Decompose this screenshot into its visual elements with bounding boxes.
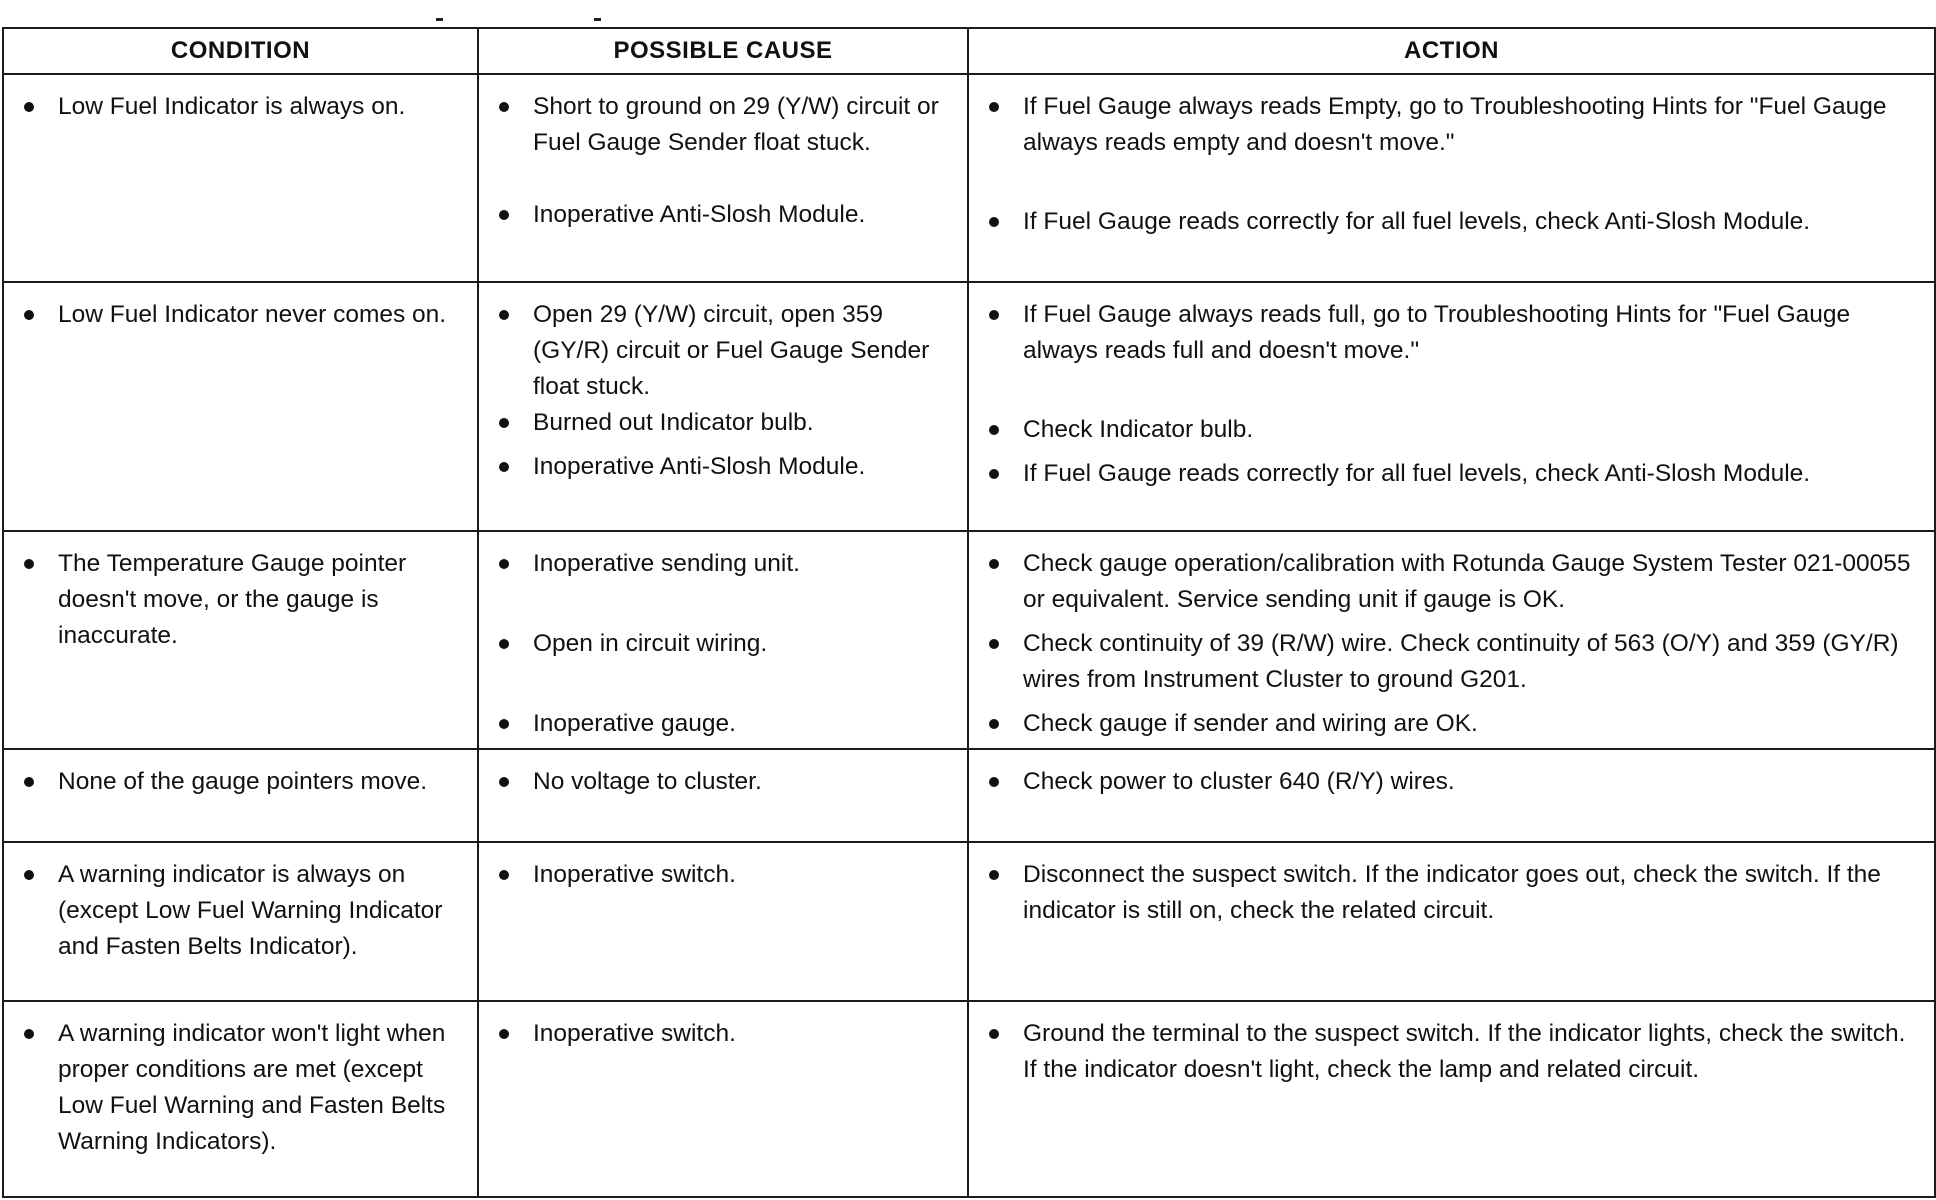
cause-item: Open in circuit wiring.: [493, 626, 957, 706]
action-item: Check gauge if sender and wiring are OK.: [983, 706, 1924, 742]
table-row: [3, 531, 1935, 749]
possible-cause-header: POSSIBLE CAUSE: [478, 28, 968, 74]
condition-item: A warning indicator is always on (except Low Fuel Warning Indicator and Fasten Belts Indicator).: [18, 857, 467, 965]
bullet-icon: [989, 777, 999, 787]
condition-cell: [3, 842, 478, 1001]
action-item: If Fuel Gauge always reads Empty, go to Troubleshooting Hints for "Fuel Gauge always reads empty and doesn't move.": [983, 89, 1924, 204]
action-header: ACTION: [968, 28, 1935, 74]
condition-header: CONDITION: [3, 28, 478, 74]
condition-cell: [3, 74, 478, 282]
bullet-icon: [24, 102, 34, 112]
bullet-icon: [499, 462, 509, 472]
cause-item: Burned out Indicator bulb.: [493, 405, 957, 449]
bullet-icon: [989, 559, 999, 569]
bullet-icon: [989, 102, 999, 112]
condition-item: Low Fuel Indicator never comes on.: [18, 297, 467, 333]
bullet-icon: [499, 870, 509, 880]
bullet-icon: [24, 870, 34, 880]
action-item: If Fuel Gauge reads correctly for all fuel levels, check Anti-Slosh Module.: [983, 204, 1924, 240]
header-row: [3, 28, 1935, 74]
cause-item: No voltage to cluster.: [493, 764, 957, 800]
action-item: If Fuel Gauge always reads full, go to Troubleshooting Hints for "Fuel Gauge always reads full and doesn't move.": [983, 297, 1924, 412]
condition-cell: [3, 531, 478, 749]
bullet-icon: [499, 102, 509, 112]
cause-cell: [478, 749, 968, 842]
condition-item: The Temperature Gauge pointer doesn't move, or the gauge is inaccurate.: [18, 546, 467, 654]
condition-cell: [3, 749, 478, 842]
cause-cell: [478, 74, 968, 282]
action-cell: [968, 282, 1935, 531]
cause-item: Inoperative gauge.: [493, 706, 957, 742]
action-item: Check continuity of 39 (R/W) wire. Check continuity of 563 (O/Y) and 359 (GY/R) wires from Instrument Cluster to ground G201.: [983, 626, 1924, 706]
action-item: Check Indicator bulb.: [983, 412, 1924, 456]
action-cell: [968, 842, 1935, 1001]
cause-item: Short to ground on 29 (Y/W) circuit or Fuel Gauge Sender float stuck.: [493, 89, 957, 197]
bullet-icon: [989, 217, 999, 227]
bullet-icon: [499, 418, 509, 428]
action-cell: [968, 74, 1935, 282]
bullet-icon: [989, 719, 999, 729]
bullet-icon: [499, 777, 509, 787]
cause-item: Inoperative sending unit.: [493, 546, 957, 626]
bullet-icon: [989, 425, 999, 435]
action-item: Check power to cluster 640 (R/Y) wires.: [983, 764, 1924, 800]
condition-item: A warning indicator won't light when proper conditions are met (except Low Fuel Warning and Fasten Belts Warning Indicators).: [18, 1016, 467, 1160]
bullet-icon: [499, 1029, 509, 1039]
bullet-icon: [989, 639, 999, 649]
bullet-icon: [989, 870, 999, 880]
condition-cell: [3, 1001, 478, 1197]
cause-cell: [478, 1001, 968, 1197]
action-item: Check gauge operation/calibration with Rotunda Gauge System Tester 021-00055 or equivalent. Service sending unit if gauge is OK.: [983, 546, 1924, 626]
bullet-icon: [499, 559, 509, 569]
scan-mark: [594, 18, 601, 21]
condition-cell: [3, 282, 478, 531]
bullet-icon: [24, 1029, 34, 1039]
scan-mark: [436, 18, 443, 21]
condition-item: Low Fuel Indicator is always on.: [18, 89, 467, 125]
cause-cell: [478, 282, 968, 531]
troubleshooting-table: [2, 27, 1936, 1198]
bullet-icon: [499, 210, 509, 220]
bullet-icon: [989, 310, 999, 320]
action-item: Disconnect the suspect switch. If the indicator goes out, check the switch. If the indicator is still on, check the related circuit.: [983, 857, 1924, 929]
action-item: If Fuel Gauge reads correctly for all fuel levels, check Anti-Slosh Module.: [983, 456, 1924, 492]
cause-cell: [478, 531, 968, 749]
table-row: [3, 74, 1935, 282]
cause-cell: [478, 842, 968, 1001]
cause-item: Inoperative Anti-Slosh Module.: [493, 197, 957, 233]
bullet-icon: [24, 777, 34, 787]
table-row: [3, 842, 1935, 1001]
action-cell: [968, 749, 1935, 842]
condition-item: None of the gauge pointers move.: [18, 764, 467, 800]
bullet-icon: [499, 639, 509, 649]
cause-item: Open 29 (Y/W) circuit, open 359 (GY/R) circuit or Fuel Gauge Sender float stuck.: [493, 297, 957, 405]
action-cell: [968, 531, 1935, 749]
bullet-icon: [24, 310, 34, 320]
bullet-icon: [989, 1029, 999, 1039]
action-cell: [968, 1001, 1935, 1197]
bullet-icon: [499, 310, 509, 320]
table-row: [3, 282, 1935, 531]
cause-item: Inoperative Anti-Slosh Module.: [493, 449, 957, 485]
bullet-icon: [24, 559, 34, 569]
bullet-icon: [989, 469, 999, 479]
bullet-icon: [499, 719, 509, 729]
table-row: [3, 749, 1935, 842]
cause-item: Inoperative switch.: [493, 857, 957, 893]
table-row: [3, 1001, 1935, 1197]
cause-item: Inoperative switch.: [493, 1016, 957, 1052]
action-item: Ground the terminal to the suspect switch. If the indicator lights, check the switch. If the indicator doesn't light, check the lamp and related circuit.: [983, 1016, 1924, 1088]
